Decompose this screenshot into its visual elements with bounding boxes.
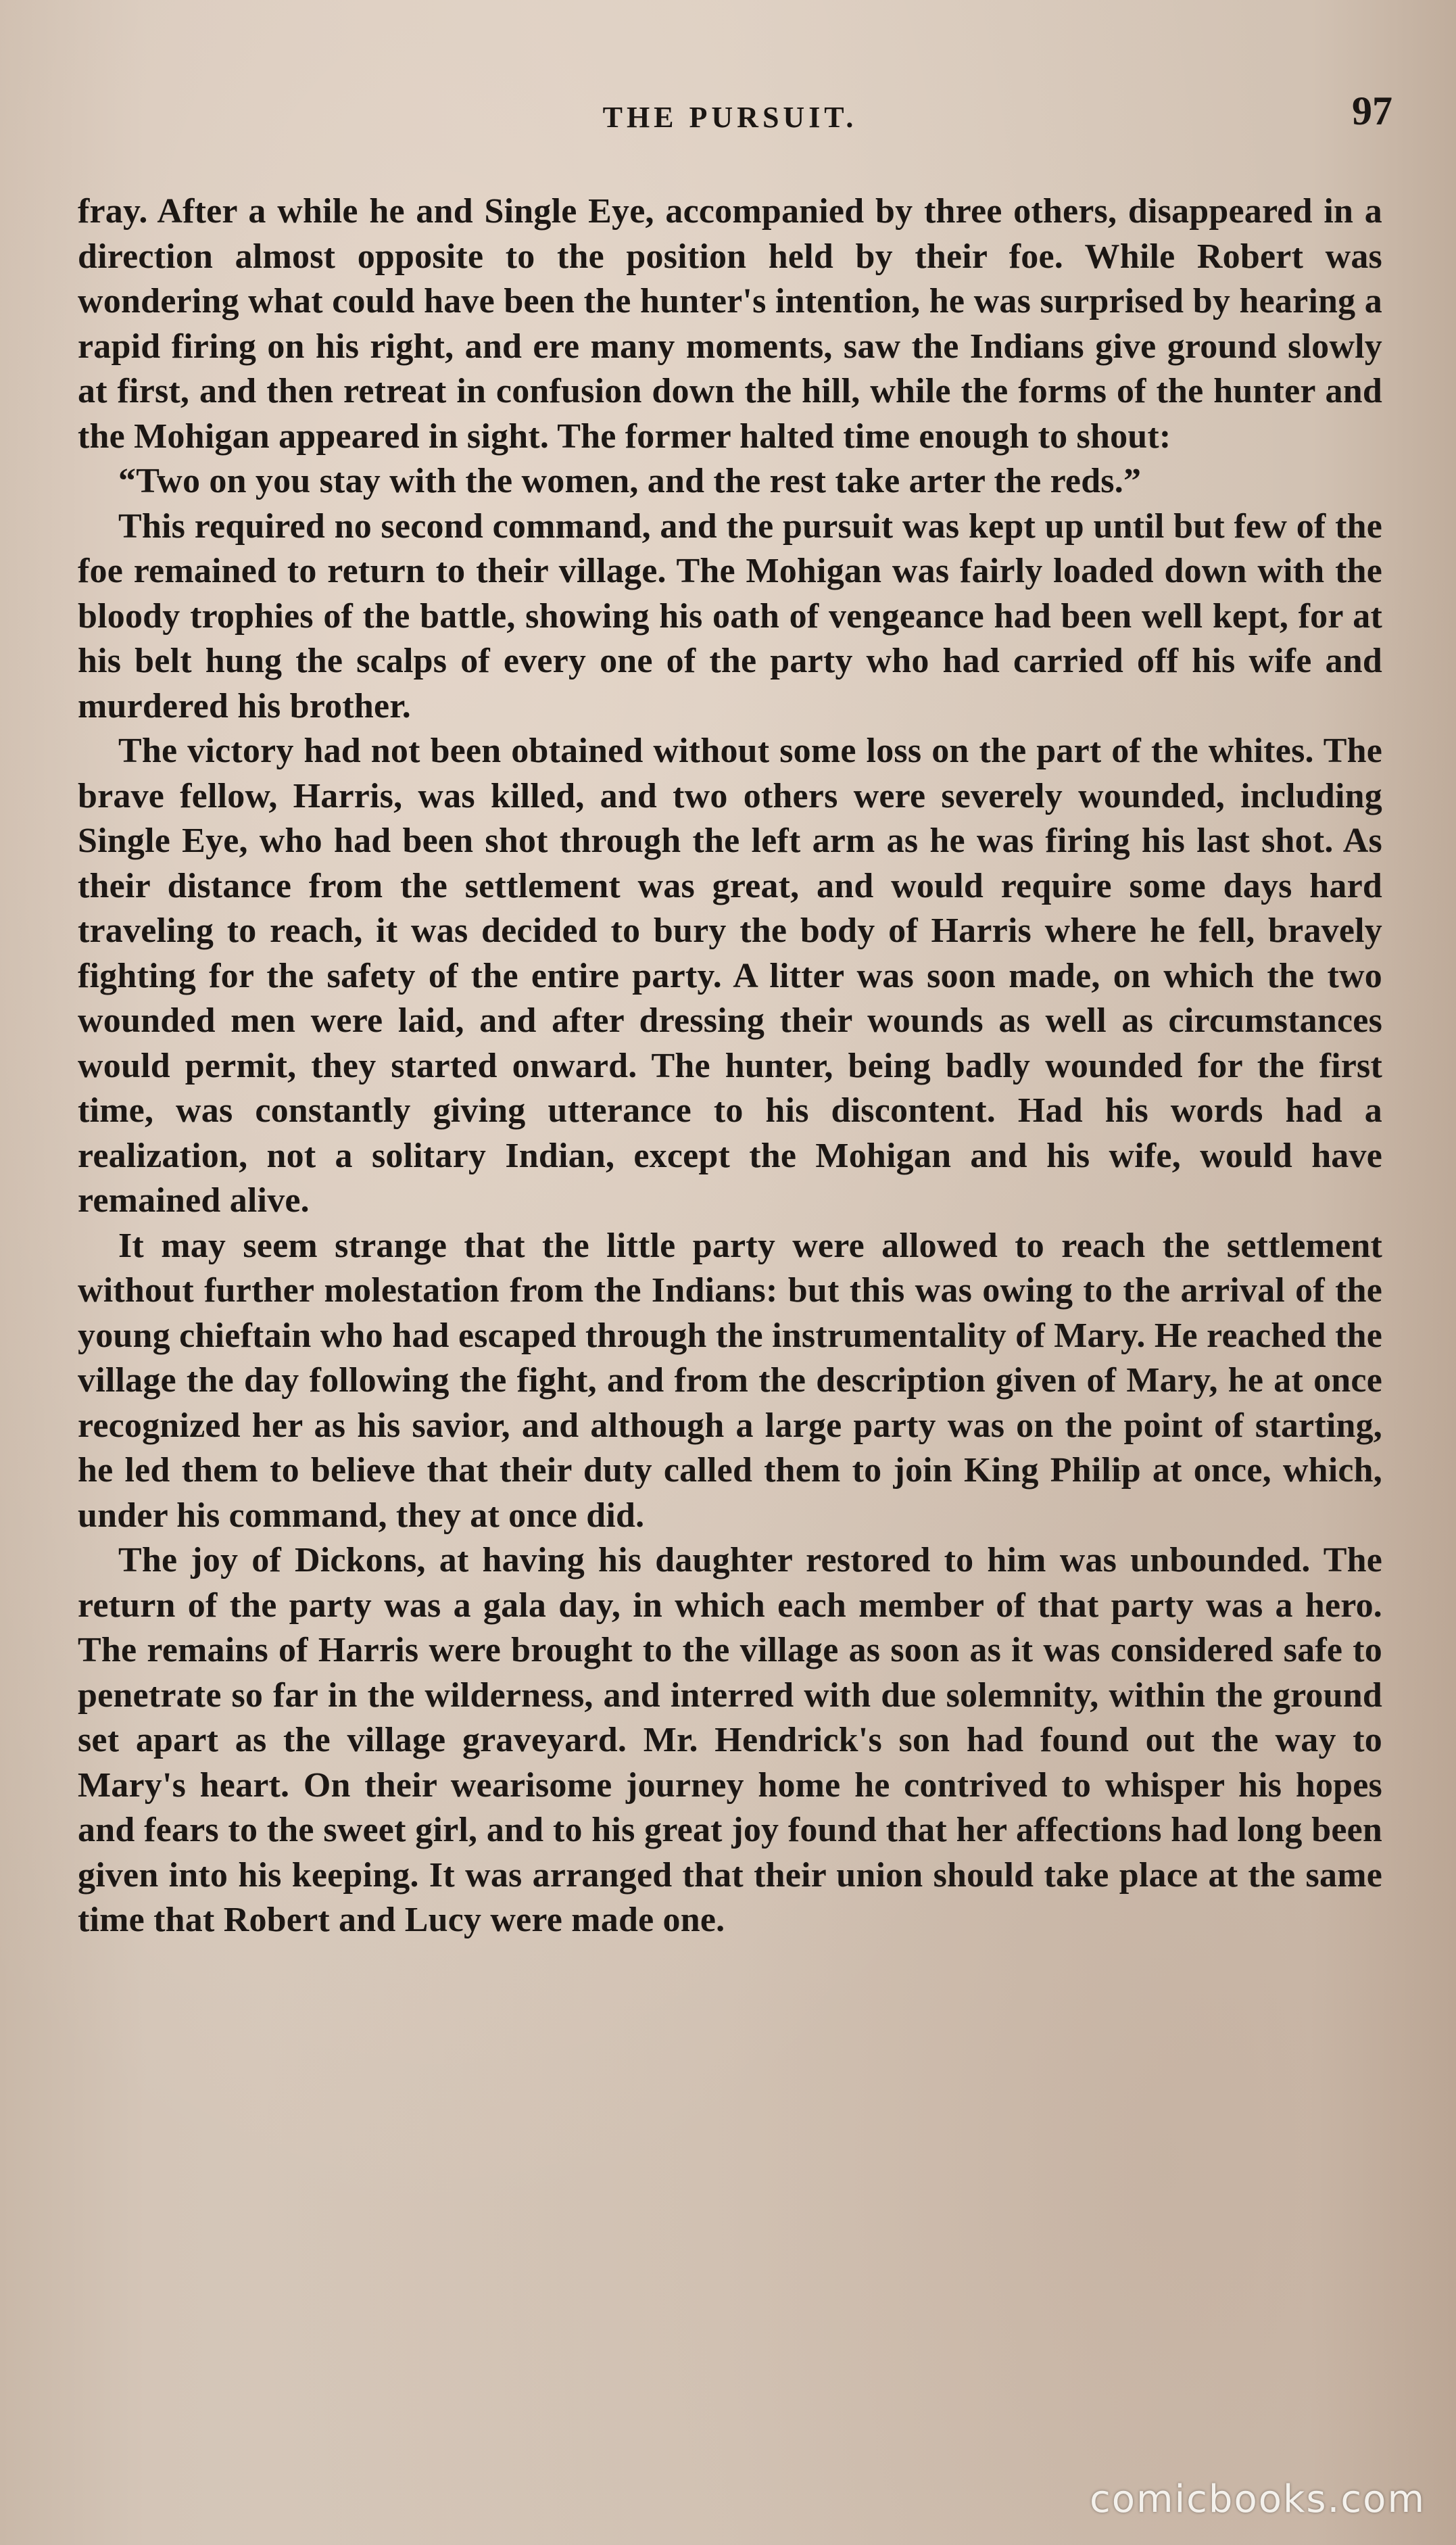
paragraph: The joy of Dickons, at having his daughter restored to him was unbounded. The return of the party was a gala day, in which each member of that party was a hero. The remains of Harris were brought to the village as soon as it was considered safe to penetrate so far in the wilderness, and interred with due solemnity, within the ground set apart as the village graveyard. Mr. Hendrick's son had found out the way to Mary's heart. On their wearisome journey home he contrived to whisper his hopes and fears to the sweet girl, and to his great joy found that her affections had long been given into his keeping. It was arranged that their union should take place at the same time that Robert and Lucy were made one. <box>78 1541 1382 1939</box>
paragraph: This required no second command, and the pursuit was kept up until but few of the foe remained to return to their village. The Mohigan was fairly loaded down with the bloody trophies of the battle, showing his oath of vengeance had been well kept, for at his belt hung the scalps of every one of the party who had carried off his wife and murdered his brother. <box>78 506 1382 726</box>
page-header <box>68 88 1392 142</box>
paragraph: The victory had not been obtained without some loss on the part of the whites. The brave fellow, Harris, was killed, and two others were severely wounded, including Single Eye, who had been shot through the left arm as he was firing his last shot. As their distance from the settlement was great, and would require some days hard traveling to reach, it was decided to bury the body of Harris where he fell, bravely fighting for the safety of the entire party. A litter was soon made, on which the two wounded men were laid, and after dressing their wounds as well as circumstances would permit, they started onward. The hunter, being badly wounded for the first time, was constantly giving utterance to his discontent. Had his words had a realization, not a solitary Indian, except the Mohigan and his wife, would have remained alive. <box>78 732 1382 1220</box>
paragraph: It may seem strange that the little party were allowed to reach the settlement without further molestation from the Indians: but this was owing to the arrival of the young chieftain who had escaped through the instrumentality of Mary. He reached the village the day following the fight, and from the description given of Mary, he at once recognized her as his savior, and although a large party was on the point of starting, he led them to believe that their duty called them to join King Philip at once, which, under his command, they at once did. <box>78 1226 1382 1535</box>
paragraph: “Two on you stay with the women, and the rest take arter the reds.” <box>118 462 1142 500</box>
paragraph: fray. After a while he and Single Eye, accompanied by three others, disappeared in a direction almost opposite to the position held by their foe. While Robert was wondering what could have been the hunter's intention, he was surprised by hearing a rapid firing on his right, and ere many moments, saw the Indians give ground slowly at first, and then retreat in confusion down the hill, while the forms of the hunter and the Mohigan appeared in sight. The former halted time enough to shout: <box>78 192 1382 456</box>
watermark: comicbooks.com <box>1089 2477 1426 2521</box>
body-text <box>78 189 1382 1943</box>
page-number: 97 <box>1352 89 1392 133</box>
running-head: THE PURSUIT. <box>602 101 858 134</box>
